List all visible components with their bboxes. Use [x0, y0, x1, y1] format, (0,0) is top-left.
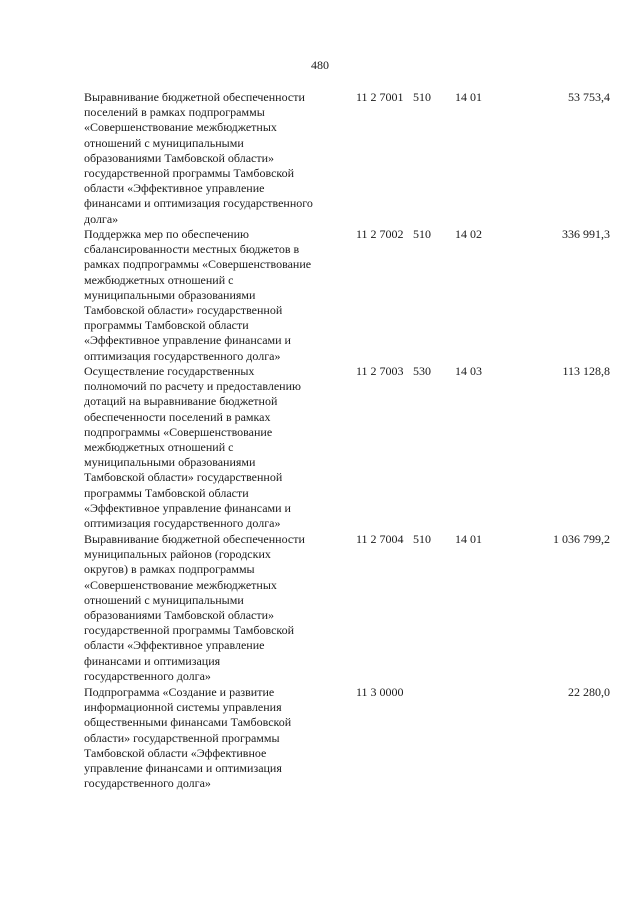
amount: 1 036 799,2	[553, 532, 610, 546]
description-line: области «Эффективное управление	[84, 181, 265, 196]
page-number: 480	[311, 58, 329, 72]
description-line: муниципальными образованиями	[84, 287, 256, 302]
description-line: отношений с муниципальными	[84, 135, 244, 150]
expense-type-code: 530	[413, 364, 431, 378]
description-line: Подпрограмма «Создание и развитие	[84, 685, 275, 699]
target-article-code: 11 2 7002	[356, 227, 404, 241]
target-article-code: 11 2 7001	[356, 90, 404, 104]
description-line: долга»	[84, 211, 119, 226]
description-line: Осуществление государственных	[84, 364, 255, 378]
description-line: полномочий по расчету и предоставлению	[84, 379, 301, 394]
description-line: Поддержка мер по обеспечению	[84, 227, 249, 241]
target-article-code: 11 2 7004	[356, 532, 404, 546]
section-code: 14 02	[455, 227, 482, 241]
row-description	[84, 685, 346, 791]
amount: 53 753,4	[568, 90, 610, 104]
description-line: программы Тамбовской области	[84, 485, 249, 500]
description-line: отношений с муниципальными	[84, 592, 244, 607]
description-line: образованиями Тамбовской области»	[84, 150, 275, 165]
description-line: оптимизация государственного долга»	[84, 348, 281, 363]
expense-type-code: 510	[413, 90, 431, 104]
description-line: государственного долга»	[84, 776, 211, 791]
description-line: межбюджетных отношений с	[84, 272, 234, 287]
description-line: обеспеченности поселений в рамках	[84, 409, 271, 424]
amount: 113 128,8	[562, 364, 610, 378]
amount: 336 991,3	[562, 227, 610, 241]
description-line: Тамбовской области» государственной	[84, 470, 283, 485]
expense-type-code: 510	[413, 227, 431, 241]
description-line: образованиями Тамбовской области»	[84, 608, 275, 623]
description-line: поселений в рамках подпрограммы	[84, 105, 265, 120]
section-code: 14 01	[455, 532, 482, 546]
description-line: «Эффективное управление финансами и	[84, 333, 291, 348]
description-line: Выравнивание бюджетной обеспеченности	[84, 90, 305, 104]
description-line: оптимизация государственного долга»	[84, 516, 281, 531]
target-article-code: 11 3 0000	[356, 685, 404, 699]
row-description	[84, 532, 346, 684]
row-description	[84, 90, 346, 227]
description-line: финансами и оптимизация	[84, 653, 221, 668]
description-line: «Совершенствование межбюджетных	[84, 577, 277, 592]
description-line: «Эффективное управление финансами и	[84, 500, 291, 515]
description-line: рамках подпрограммы «Совершенствование	[84, 257, 312, 272]
description-line: финансами и оптимизация государственного	[84, 196, 313, 211]
description-line: Тамбовской области «Эффективное	[84, 745, 267, 760]
description-line: «Совершенствование межбюджетных	[84, 120, 277, 135]
row-description	[84, 227, 346, 364]
description-line: муниципальных районов (городских	[84, 547, 271, 562]
description-line: общественными финансами Тамбовской	[84, 715, 292, 730]
description-line: государственного долга»	[84, 668, 211, 683]
description-line: Выравнивание бюджетной обеспеченности	[84, 532, 305, 546]
description-line: области» государственной программы	[84, 730, 280, 745]
description-line: подпрограммы «Совершенствование	[84, 424, 273, 439]
description-line: управление финансами и оптимизация	[84, 761, 282, 776]
description-line: государственной программы Тамбовской	[84, 166, 295, 181]
description-line: информационной системы управления	[84, 700, 282, 715]
description-line: сбалансированности местных бюджетов в	[84, 242, 300, 257]
section-code: 14 03	[455, 364, 482, 378]
description-line: государственной программы Тамбовской	[84, 623, 295, 638]
description-line: межбюджетных отношений с	[84, 440, 234, 455]
description-line: округов) в рамках подпрограммы	[84, 562, 255, 577]
description-line: программы Тамбовской области	[84, 318, 249, 333]
section-code: 14 01	[455, 90, 482, 104]
expense-type-code: 510	[413, 532, 431, 546]
description-line: области «Эффективное управление	[84, 638, 265, 653]
description-line: Тамбовской области» государственной	[84, 303, 283, 318]
row-description	[84, 364, 346, 531]
amount: 22 280,0	[568, 685, 610, 699]
target-article-code: 11 2 7003	[356, 364, 404, 378]
description-line: дотаций на выравнивание бюджетной	[84, 394, 278, 409]
description-line: муниципальными образованиями	[84, 455, 256, 470]
